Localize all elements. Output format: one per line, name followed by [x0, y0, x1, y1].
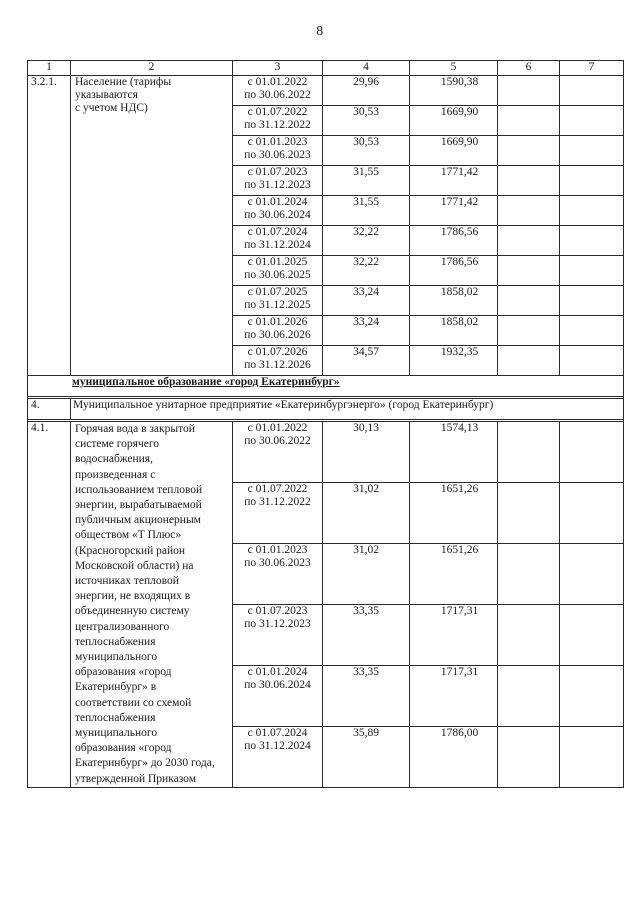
row-name-line: Московской области) на — [75, 559, 194, 572]
value-col7 — [560, 727, 624, 788]
value-col4: 30,53 — [323, 136, 410, 166]
row-name-line: соответствии со схемой — [75, 696, 192, 709]
value-col7 — [560, 166, 624, 196]
table-row — [28, 76, 624, 106]
header-cell: 3 — [233, 61, 323, 76]
value-col7 — [560, 196, 624, 226]
row-name-line: публичным акционерным — [75, 514, 201, 527]
period-cell — [233, 727, 323, 788]
row-name — [71, 422, 233, 788]
row-name-line: Екатеринбург» в — [75, 681, 157, 694]
value-col7 — [560, 286, 624, 316]
period-from: с 01.07.2023 — [247, 605, 308, 617]
period-from: с 01.07.2026 — [247, 346, 308, 358]
row-name-line: указываются — [75, 89, 138, 101]
period-from: с 01.07.2025 — [247, 286, 308, 298]
row-number: 4.1. — [28, 422, 71, 788]
value-col7 — [560, 136, 624, 166]
period-to: по 31.12.2023 — [244, 618, 311, 630]
header-cell: 7 — [560, 61, 624, 76]
page-number: 8 — [316, 24, 324, 39]
value-col4: 31,55 — [323, 166, 410, 196]
period-cell — [233, 256, 323, 286]
period-cell — [233, 226, 323, 256]
value-col5: 1590,38 — [410, 76, 498, 106]
period-to: по 31.12.2022 — [244, 496, 311, 508]
value-col6 — [498, 422, 560, 483]
row-name-line: образования «город — [75, 742, 172, 755]
value-col7 — [560, 605, 624, 666]
row-name-line: образования «город — [75, 666, 172, 679]
value-col6 — [498, 106, 560, 136]
period-cell — [233, 166, 323, 196]
period-cell — [233, 544, 323, 605]
header-cell: 1 — [28, 61, 71, 76]
period-to: по 30.06.2024 — [244, 679, 311, 691]
period-from: с 01.01.2022 — [247, 76, 308, 88]
period-cell — [233, 76, 323, 106]
value-col4: 33,35 — [323, 605, 410, 666]
value-col6 — [498, 76, 560, 106]
period-cell — [233, 106, 323, 136]
value-col6 — [498, 196, 560, 226]
value-col5: 1932,35 — [410, 346, 498, 376]
value-col6 — [498, 136, 560, 166]
value-col4: 35,89 — [323, 727, 410, 788]
value-col6 — [498, 483, 560, 544]
row-name-line: использованием тепловой — [75, 483, 203, 496]
period-to: по 30.06.2023 — [244, 557, 311, 569]
row-name — [71, 76, 233, 376]
period-cell — [233, 605, 323, 666]
period-from: с 01.07.2023 — [247, 166, 308, 178]
org-name: Муниципальное унитарное предприятие «Екатеринбургэнерго» (город Екатеринбург) — [71, 399, 624, 420]
period-to: по 30.06.2026 — [244, 329, 311, 341]
header-cell: 2 — [71, 61, 233, 76]
row-name-line: водоснабжения, — [75, 453, 153, 466]
value-col6 — [498, 666, 560, 727]
value-col6 — [498, 605, 560, 666]
period-cell — [233, 286, 323, 316]
value-col7 — [560, 226, 624, 256]
period-from: с 01.01.2025 — [247, 256, 308, 268]
period-cell — [233, 346, 323, 376]
value-col5: 1669,90 — [410, 136, 498, 166]
row-name-line: энергии, не входящих в — [75, 590, 191, 603]
row-name-line: объединенную систему — [75, 605, 190, 618]
row-name-line: произведенная с — [75, 468, 156, 481]
value-col5: 1786,56 — [410, 226, 498, 256]
period-to: по 31.12.2022 — [244, 119, 311, 131]
value-col6 — [498, 256, 560, 286]
value-col4: 31,02 — [323, 483, 410, 544]
value-col6 — [498, 316, 560, 346]
value-col7 — [560, 256, 624, 286]
value-col4: 32,22 — [323, 226, 410, 256]
row-name-line: с учетом НДС) — [75, 102, 148, 114]
value-col5: 1858,02 — [410, 286, 498, 316]
value-col5: 1858,02 — [410, 316, 498, 346]
value-col4: 33,24 — [323, 316, 410, 346]
period-from: с 01.07.2022 — [247, 106, 308, 118]
row-name-line: централизованного — [75, 620, 170, 633]
row-name-line: Екатеринбург» до 2030 года, — [75, 757, 215, 770]
period-to: по 30.06.2024 — [244, 209, 311, 221]
value-col5: 1771,42 — [410, 196, 498, 226]
value-col7 — [560, 483, 624, 544]
tariff-table — [27, 60, 624, 788]
value-col7 — [560, 106, 624, 136]
row-name-line: Горячая вода в закрытой — [75, 423, 195, 435]
period-from: с 01.01.2023 — [247, 544, 308, 556]
value-col4: 32,22 — [323, 256, 410, 286]
period-to: по 31.12.2025 — [244, 299, 311, 311]
value-col4: 29,96 — [323, 76, 410, 106]
value-col4: 34,57 — [323, 346, 410, 376]
period-to: по 30.06.2023 — [244, 149, 311, 161]
period-cell — [233, 666, 323, 727]
period-to: по 30.06.2022 — [244, 89, 311, 101]
row-name-line: системе горячего — [75, 438, 160, 451]
period-cell — [233, 483, 323, 544]
value-col4: 30,13 — [323, 422, 410, 483]
value-col4: 33,35 — [323, 666, 410, 727]
table-row — [28, 422, 624, 483]
value-col6 — [498, 166, 560, 196]
value-col6 — [498, 286, 560, 316]
row-name-line: муниципального — [75, 651, 158, 664]
section-row — [28, 376, 624, 397]
value-col5: 1669,90 — [410, 106, 498, 136]
value-col5: 1717,31 — [410, 605, 498, 666]
header-row — [28, 61, 624, 76]
section-title: муниципальное образование «город Екатеринбург» — [28, 376, 624, 397]
period-from: с 01.07.2024 — [247, 727, 308, 739]
value-col5: 1651,26 — [410, 483, 498, 544]
value-col5: 1651,26 — [410, 544, 498, 605]
value-col6 — [498, 727, 560, 788]
period-to: по 31.12.2024 — [244, 239, 311, 251]
period-from: с 01.01.2024 — [247, 196, 308, 208]
value-col5: 1786,56 — [410, 256, 498, 286]
period-from: с 01.01.2023 — [247, 136, 308, 148]
value-col7 — [560, 544, 624, 605]
header-cell: 6 — [498, 61, 560, 76]
value-col6 — [498, 544, 560, 605]
org-row — [28, 399, 624, 420]
header-cell: 4 — [323, 61, 410, 76]
row-name-line: (Красногорский район — [75, 544, 186, 557]
period-to: по 31.12.2026 — [244, 359, 311, 371]
period-cell — [233, 422, 323, 483]
value-col7 — [560, 76, 624, 106]
period-to: по 30.06.2025 — [244, 269, 311, 281]
period-cell — [233, 136, 323, 166]
value-col7 — [560, 346, 624, 376]
period-cell — [233, 196, 323, 226]
org-number: 4. — [28, 399, 71, 420]
period-from: с 01.07.2022 — [247, 483, 308, 495]
period-to: по 31.12.2024 — [244, 740, 311, 752]
row-name-line: муниципального — [75, 727, 158, 740]
value-col5: 1717,31 — [410, 666, 498, 727]
value-col5: 1574,13 — [410, 422, 498, 483]
value-col7 — [560, 666, 624, 727]
value-col5: 1771,42 — [410, 166, 498, 196]
row-name-line: энергии, вырабатываемой — [75, 499, 202, 512]
period-from: с 01.01.2026 — [247, 316, 308, 328]
row-name-line: источниках тепловой — [75, 575, 179, 588]
row-name-line: теплоснабжения — [75, 635, 156, 648]
row-name-line: Население (тарифы — [75, 76, 172, 88]
row-name-line: утвержденной Приказом — [75, 772, 196, 785]
value-col5: 1786,00 — [410, 727, 498, 788]
header-cell: 5 — [410, 61, 498, 76]
period-from: с 01.01.2022 — [247, 422, 308, 434]
period-from: с 01.01.2024 — [247, 666, 308, 678]
value-col6 — [498, 346, 560, 376]
period-cell — [233, 316, 323, 346]
value-col6 — [498, 226, 560, 256]
value-col7 — [560, 316, 624, 346]
value-col4: 31,55 — [323, 196, 410, 226]
row-name-line: теплоснабжения — [75, 711, 156, 724]
row-name-line: обществом «Т Плюс» — [75, 529, 182, 542]
period-from: с 01.07.2024 — [247, 226, 308, 238]
row-number: 3.2.1. — [28, 76, 71, 376]
value-col4: 31,02 — [323, 544, 410, 605]
value-col7 — [560, 422, 624, 483]
value-col4: 33,24 — [323, 286, 410, 316]
period-to: по 31.12.2023 — [244, 179, 311, 191]
period-to: по 30.06.2022 — [244, 435, 311, 447]
value-col4: 30,53 — [323, 106, 410, 136]
